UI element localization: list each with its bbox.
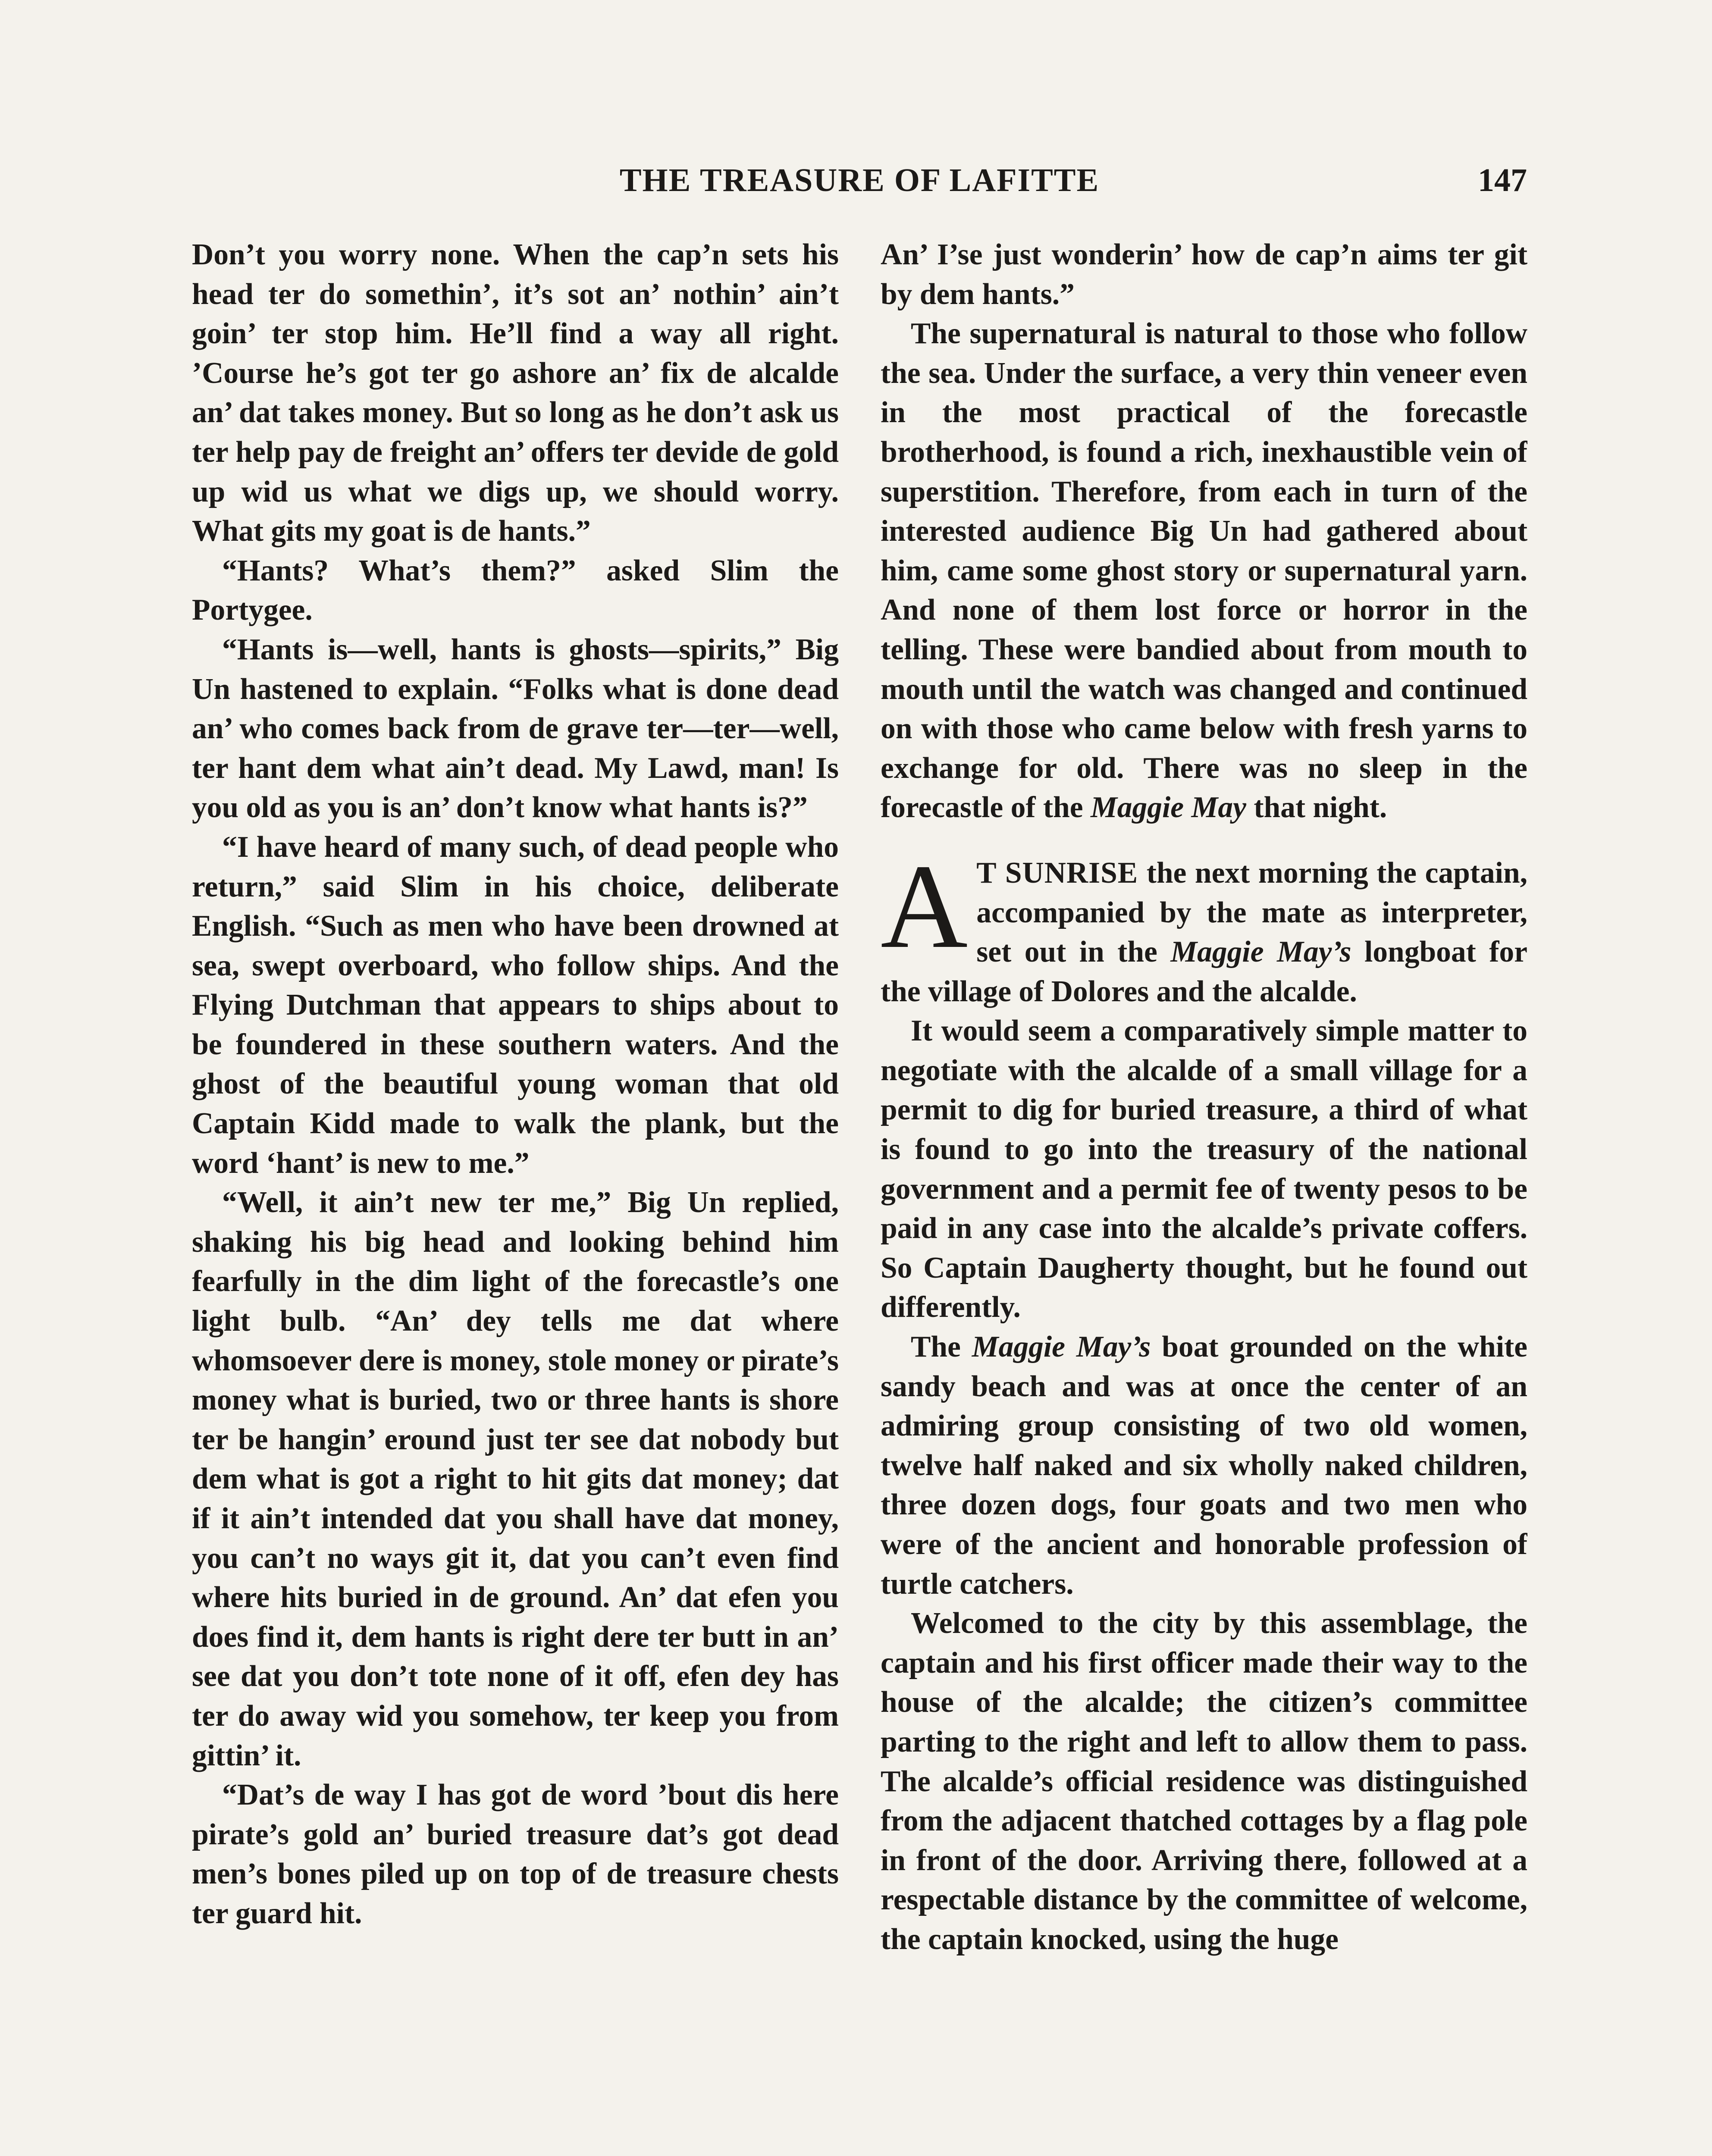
drop-cap: A xyxy=(881,839,968,973)
running-title: THE TREASURE OF LAFITTE xyxy=(619,162,1100,198)
paragraph: It would seem a comparatively simple matter to negotiate with the alcalde of a small village for a permit to dig for buried treasure, a third of what is found to go into the treasury of the national government and a permit fee of twenty pesos to be paid in any case into the alcalde’s private coffers. So Captain Daugherty thought, but he found out differently. xyxy=(881,1014,1527,1324)
paragraph-text: The xyxy=(911,1330,972,1364)
paragraph-text: longboat for the village of Dolores and the alcalde. xyxy=(881,935,1527,1008)
lead-in: T SUNRISE xyxy=(976,856,1138,890)
paragraph xyxy=(881,1327,1527,1604)
section-break xyxy=(881,827,1527,853)
paragraph xyxy=(881,839,1527,1011)
paragraph-text: boat grounded on the white sandy beach and was at once the center of an admiring group consisting of two old women, twelve half naked and six wholly naked children, three dozen dogs, four goats and two men who were of the ancient and honorable profession of turtle catchers. xyxy=(881,1330,1527,1601)
paragraph: “Well, it ain’t new ter me,” Big Un replied, shaking his big head and looking behind him fearfully in the dim light of the forecastle’s one light bulb. “An’ dey tells me dat where whomsoever dere is money, stole money or pirate’s money what is buried, two or three hants is shore ter be hangin’ eround just ter see dat nobody but dem what is got a right to hit gits dat money; dat if it ain’t intended dat you shall have dat money, you can’t no ways git it, dat you can’t even find where hits buried in de ground. An’ dat efen you does find it, dem hants is right dere ter butt in an’ see dat you don’t tote none of it off, efen dey has ter do away wid you somehow, ter keep you from gittin’ it. xyxy=(192,1186,839,1772)
page-header xyxy=(192,162,1527,201)
ship-name: Maggie May’s xyxy=(1170,935,1351,969)
paragraph: “Hants? What’s them?” asked Slim the Portygee. xyxy=(192,554,839,627)
paragraph: “Dat’s de way I has got de word ’bout dis here pirate’s gold an’ buried treasure dat’s got dead men’s bones piled up on top of de treasure chests ter guard hit. xyxy=(192,1778,839,1930)
paragraph-text: The supernatural is natural to those who follow the sea. Under the surface, a very thin veneer even in the most practical of the forecastle brotherhood, is found a rich, inexhaustible vein of superstition. Therefore, from each in turn of the interested audience Big Un had gathered about him, came some ghost story or supernatural yarn. And none of them lost force or horror in the telling. These were bandied about from mouth to mouth until the watch was changed and continued on with those who came below with fresh yarns to exchange for old. There was no sleep in the forecastle of the xyxy=(881,317,1527,824)
ship-name: Maggie May xyxy=(1090,791,1246,824)
paragraph: Don’t you worry none. When the cap’n sets his head ter do somethin’, it’s sot an’ nothin’ ain’t goin’ ter stop him. He’ll find a way all right. ’Course he’s got ter go ashore an’ fix de alcalde an’ dat takes money. But so long as he don’t ask us ter help pay de freight an’ offers ter devide de gold up wid us what we digs up, we should worry. What gits my goat is de hants.” xyxy=(192,238,839,548)
paragraph xyxy=(881,314,1527,827)
ship-name: Maggie May’s xyxy=(972,1330,1151,1364)
page-number: 147 xyxy=(1478,162,1527,198)
paragraph: “Hants is—well, hants is ghosts—spirits,” Big Un hastened to explain. “Folks what is done dead an’ who comes back from de grave ter—ter—well, ter hant dem what ain’t dead. My Lawd, man! Is you old as you is an’ don’t know what hants is?” xyxy=(192,633,839,824)
left-column xyxy=(192,235,839,2156)
paragraph: Welcomed to the city by this assemblage, the captain and his first officer made their way to the house of the alcalde; the citizen’s committee parting to the right and left to allow them to pass. The alcalde’s official residence was distinguished from the adjacent thatched cottages by a flag pole in front of the door. Arriving there, followed at a respectable distance by the committee of welcome, the captain knocked, using the huge xyxy=(881,1607,1527,1956)
right-column xyxy=(881,235,1527,2156)
paragraph: An’ I’se just wonderin’ how de cap’n aims ter git by dem hants.” xyxy=(881,238,1527,311)
paragraph: “I have heard of many such, of dead people who return,” said Slim in his choice, deliberate English. “Such as men who have been drowned at sea, swept overboard, who follow ships. And the Flying Dutchman that appears to ships about to be foundered in these southern waters. And the ghost of the beautiful young woman that old Captain Kidd made to walk the plank, but the word ‘hant’ is new to me.” xyxy=(192,830,839,1180)
paragraph-text: the next morning the captain, accompanied by the mate as interpreter, set out in the xyxy=(976,856,1527,969)
paragraph-text: that night. xyxy=(1246,791,1387,824)
